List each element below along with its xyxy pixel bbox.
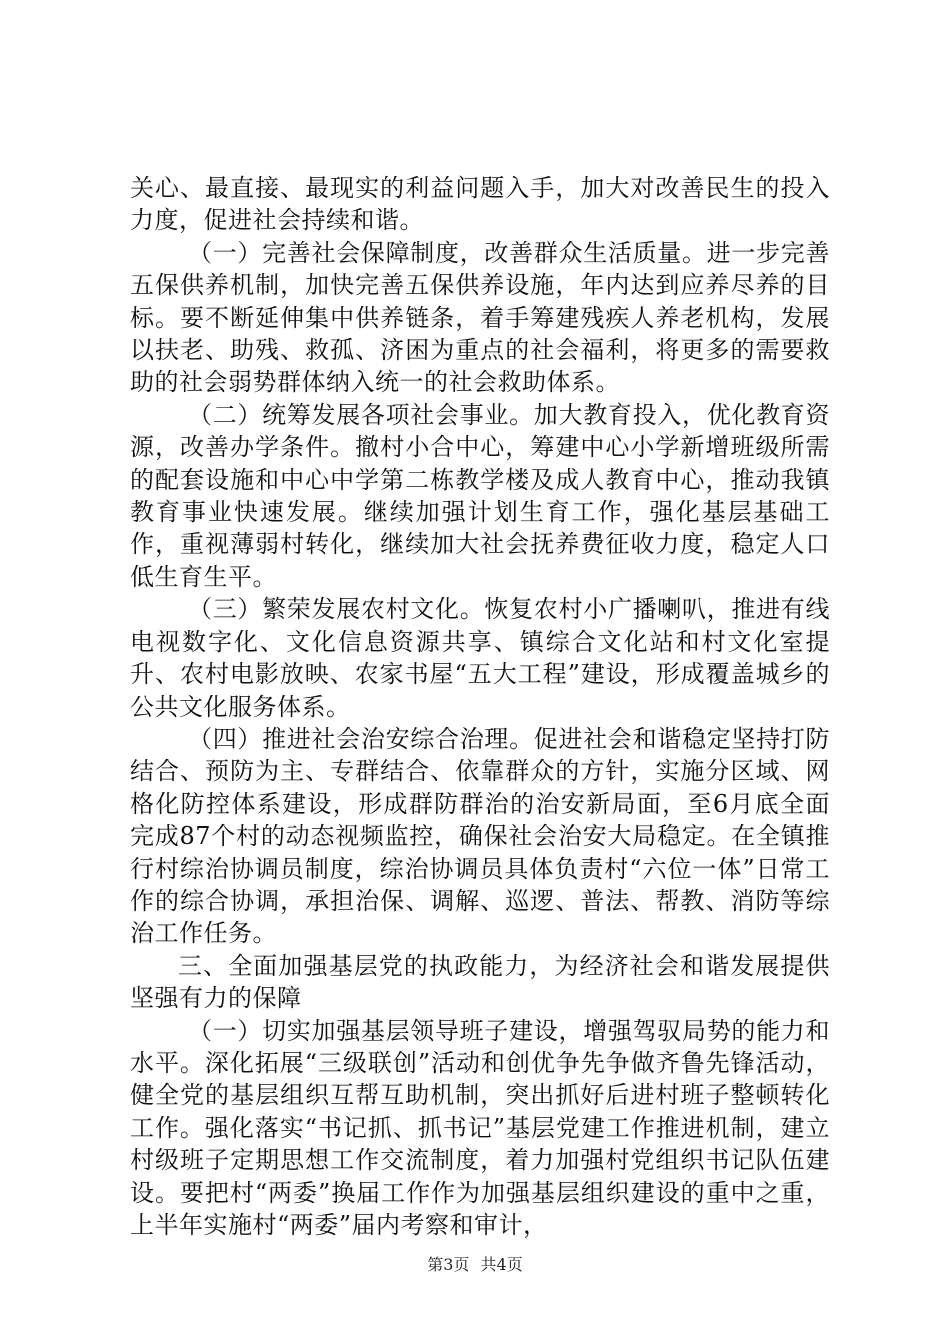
section-heading-party-building: 三、全面加强基层党的执政能力，为经济社会和谐发展提供坚强有力的保障: [130, 951, 830, 1013]
document-body: [130, 172, 830, 1241]
page-footer: [0, 1252, 950, 1275]
paragraph-social-security: （一）完善社会保障制度，改善群众生活质量。进一步完善五保供养机制，加快完善五保供养设施，年内达到应养尽养的目标。要不断延伸集中供养链条，着手筹建残疾人养老机构，发展以扶老、助残、救孤、济困为重点的社会福利，将更多的需要救助的社会弱势群体纳入统一的社会救助体系。: [130, 238, 830, 397]
page-number-current: 第3页: [427, 1255, 470, 1274]
paragraph-public-security: （四）推进社会治安综合治理。促进社会和谐稳定坚持打防结合、预防为主、专群结合、依靠群众的方针，实施分区域、网格化防控体系建设，形成群防群治的治安新局面，至6月底全面完成87个村的动态视频监控，确保社会治安大局稳定。在全镇推行村综治协调员制度，综治协调员具体负责村“六位一体”日常工作的综合协调，承担治保、调解、巡逻、普法、帮教、消防等综治工作任务。: [130, 724, 830, 948]
page-number-total: 共4页: [480, 1255, 523, 1274]
paragraph-continuation: 关心、最直接、最现实的利益问题入手，加大对改善民生的投入力度，促进社会持续和谐。: [130, 174, 830, 235]
paragraph-social-undertakings: （二）统筹发展各项社会事业。加大教育投入，优化教育资源，改善办学条件。撤村小合中心，筹建中心小学新增班级所需的配套设施和中心中学第二栋教学楼及成人教育中心，推动我镇教育事业快速发展。继续加强计划生育工作，强化基层基础工作，重视薄弱村转化，继续加大社会抚养费征收力度，稳定人口低生育生平。: [130, 400, 830, 591]
paragraph-leadership-building: （一）切实加强基层领导班子建设，增强驾驭局势的能力和水平。深化拓展“三级联创”活动和创优争先争做齐鲁先锋活动，健全党的基层组织互帮互助机制，突出抓好后进村班子整顿转化工作。强化落实“书记抓、抓书记”基层党建工作推进机制，建立村级班子定期思想工作交流制度，着力加强村党组织书记队伍建设。要把村“两委”换届工作作为加强基层组织建设的重中之重，上半年实施村“两委”届内考察和审计，: [130, 1016, 830, 1239]
paragraph-rural-culture: （三）繁荣发展农村文化。恢复农村小广播喇叭，推进有线电视数字化、文化信息资源共享、镇综合文化站和村文化室提升、农村电影放映、农家书屋“五大工程”建设，形成覆盖城乡的公共文化服务体系。: [130, 595, 830, 721]
